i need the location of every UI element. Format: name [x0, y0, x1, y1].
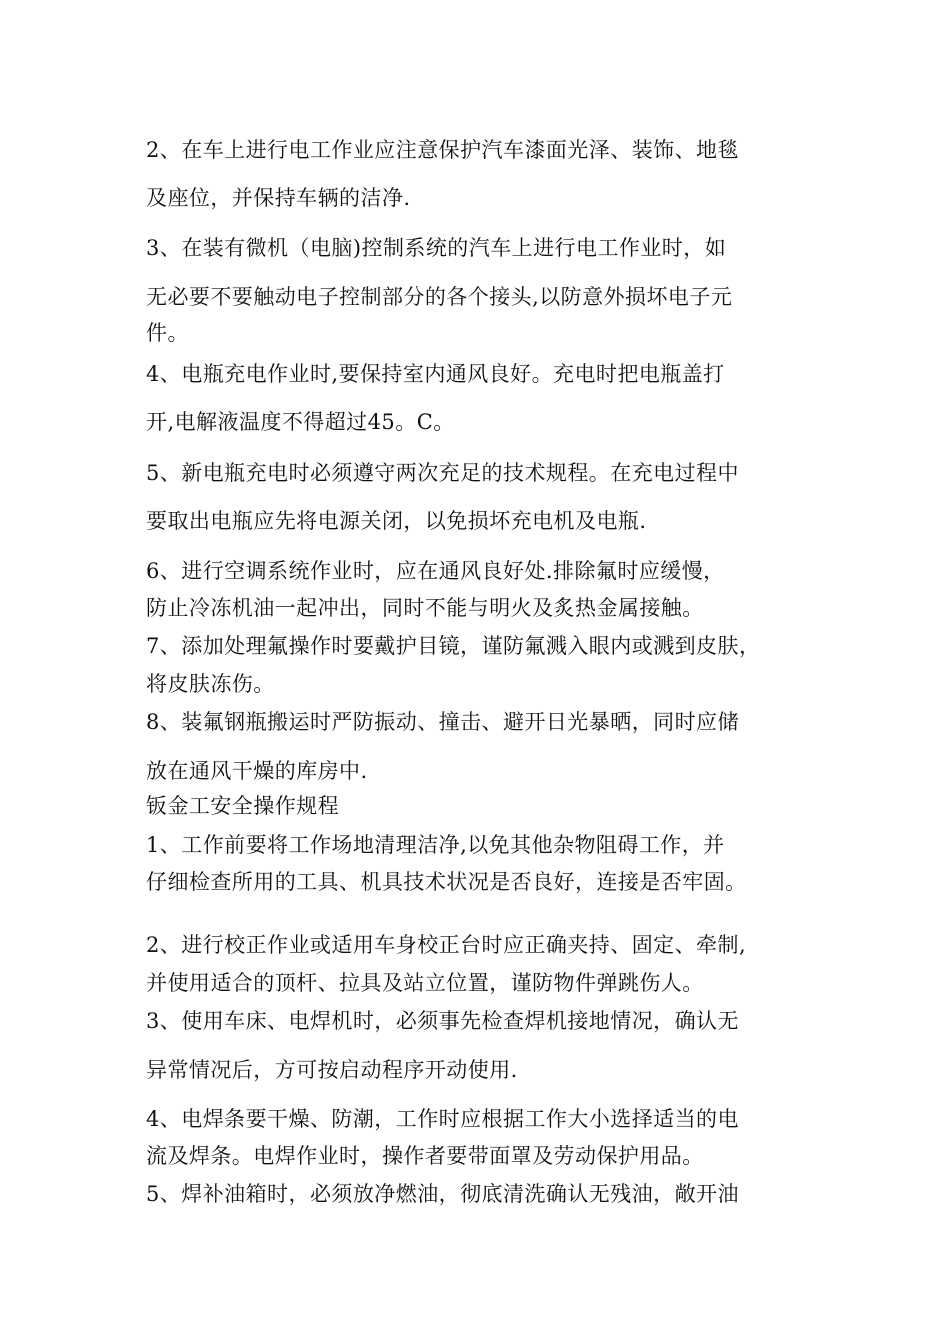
text-line: 7、添加处理氟操作时要戴护目镜，谨防氟溅入眼内或溅到皮肤，	[146, 634, 761, 658]
text-line: 3、使用车床、电焊机时，必须事先检查焊机接地情况，确认无	[146, 1009, 739, 1033]
text-line: 流及焊条。电焊作业时，操作者要带面罩及劳动保护用品。	[146, 1144, 704, 1168]
text-line: 1、工作前要将工作场地清理洁净,以免其他杂物阻碍工作，并	[146, 833, 725, 857]
text-line: 将皮肤冻伤。	[146, 672, 275, 696]
text-line: 开,电解液温度不得超过45。C。	[146, 410, 455, 434]
text-line: 4、电焊条要干燥、防潮，工作时应根据工作大小选择适当的电	[146, 1107, 739, 1131]
text-line: 件。	[146, 321, 189, 345]
text-line: 5、新电瓶充电时必须遵守两次充足的技术规程。在充电过程中	[146, 461, 739, 485]
text-line: 异常情况后，方可按启动程序开动使用.	[146, 1058, 518, 1082]
text-line: 2、在车上进行电工作业应注意保护汽车漆面光泽、装饰、地毯	[146, 138, 739, 162]
text-line: 8、装氟钢瓶搬运时严防振动、撞击、避开日光暴晒，同时应储	[146, 710, 739, 734]
text-line: 要取出电瓶应先将电源关闭，以免损坏充电机及电瓶.	[146, 509, 647, 533]
text-line: 仔细检查所用的工具、机具技术状况是否良好，连接是否牢固。	[146, 870, 747, 894]
text-line: 及座位，并保持车辆的洁净.	[146, 186, 411, 210]
text-line: 6、进行空调系统作业时，应在通风良好处.排除氟时应缓慢，	[146, 559, 725, 583]
text-line: 3、在装有微机（电脑)控制系统的汽车上进行电工作业时，如	[146, 236, 727, 260]
text-line: 并使用适合的顶杆、拉具及站立位置，谨防物件弹跳伤人。	[146, 971, 704, 995]
text-line: 2、进行校正作业或适用车身校正台时应正确夹持、固定、牵制,	[146, 933, 747, 957]
text-line: 无必要不要触动电子控制部分的各个接头,以防意外损坏电子元	[146, 285, 733, 309]
text-line: 防止冷冻机油一起冲出，同时不能与明火及炙热金属接触。	[146, 596, 704, 620]
text-line: 放在通风干燥的库房中.	[146, 759, 368, 783]
section-heading: 钣金工安全操作规程	[146, 794, 340, 818]
text-line: 5、焊补油箱时，必须放净燃油，彻底清洗确认无残油，敞开油	[146, 1182, 739, 1206]
text-line: 4、电瓶充电作业时,要保持室内通风良好。充电时把电瓶盖打	[146, 362, 725, 386]
